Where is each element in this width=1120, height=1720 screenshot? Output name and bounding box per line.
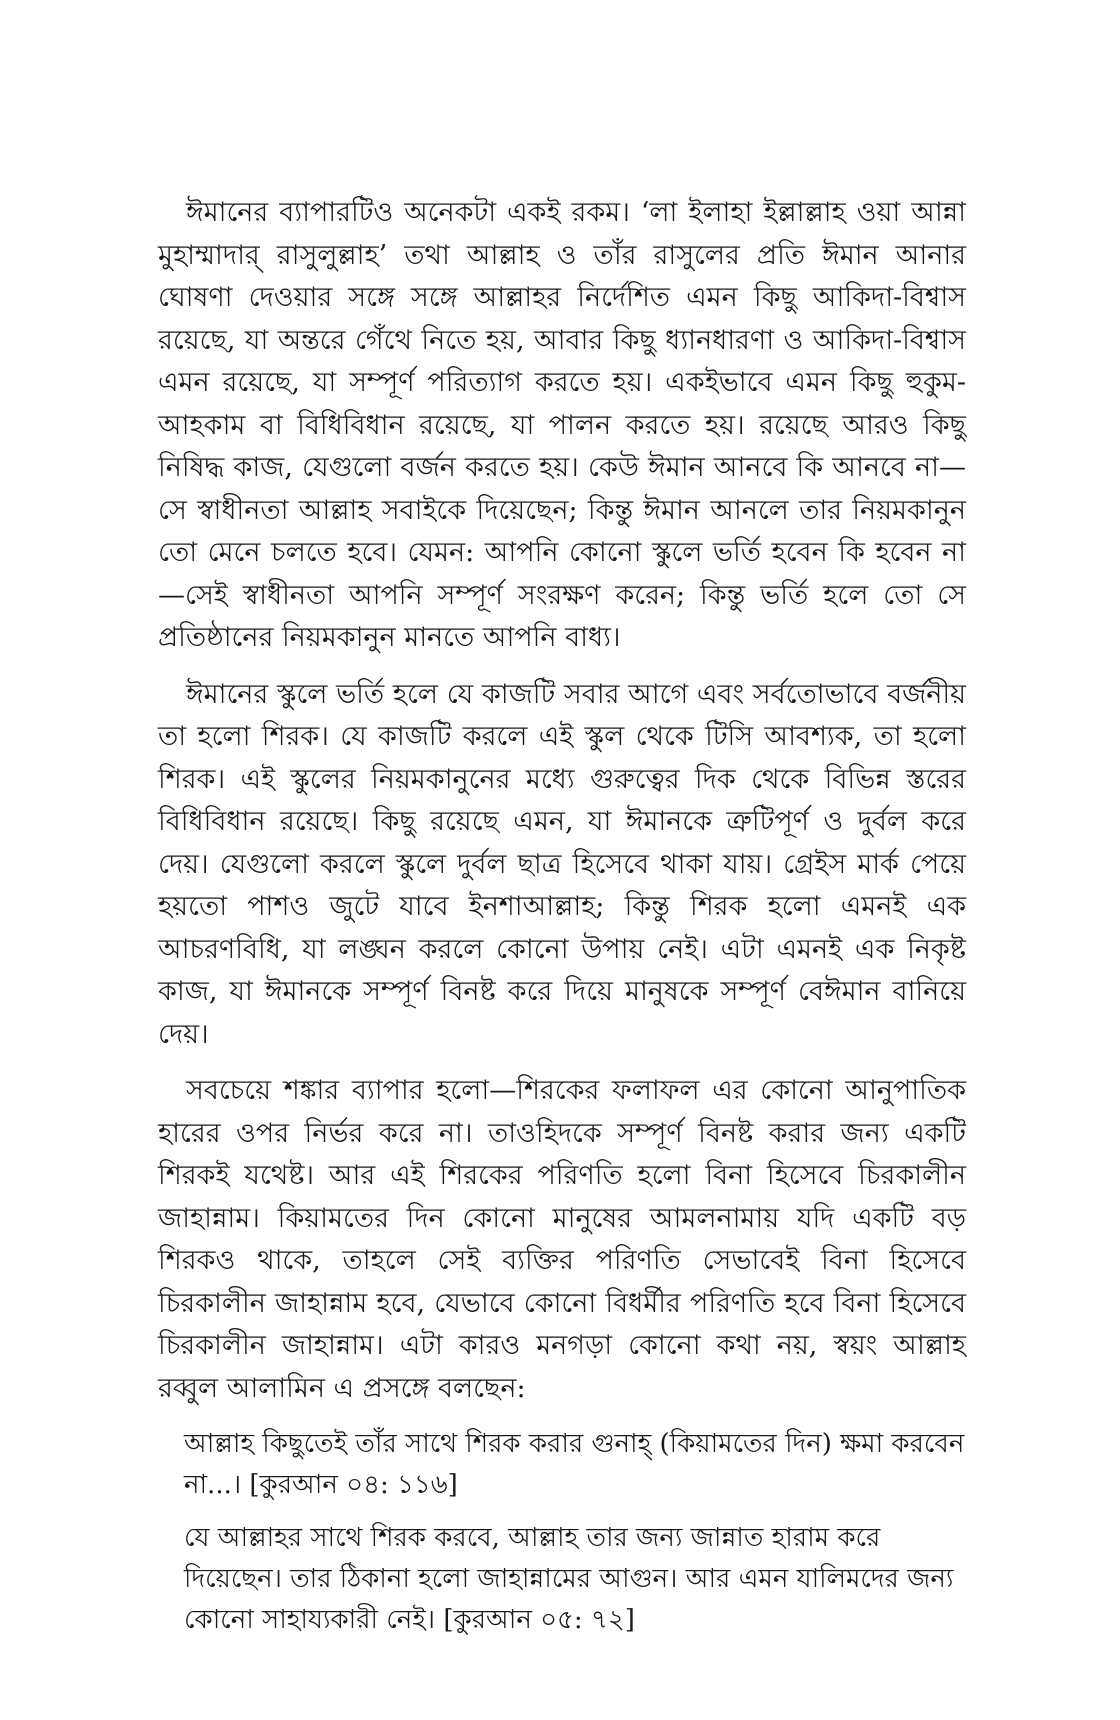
paragraph-2: ঈমানের স্কুলে ভর্তি হলে যে কাজটি সবার আগে এবং সর্বতোভাবে বর্জনীয় তা হলো শিরক। যে কাজটি করলে এই স্কুল থেকে টিসি আবশ্যক, তা হলো শিরক। এই স্কুলের নিয়মকানুনের মধ্যে গুরুত্বের দিক থেকে বিভিন্ন স্তরের বিধিবিধান রয়েছে। কিছু রয়েছে এমন, যা ঈমানকে ত্রুটিপূর্ণ ও দুর্বল করে দেয়। যেগুলো করলে স্কুলে দুর্বল ছাত্র হিসেবে থাকা যায়। গ্রেইস মার্ক পেয়ে হয়তো পাশও জুটে যাবে ইনশাআল্লাহ; কিন্তু শিরক হলো এমনই এক আচরণবিধি, যা লঙ্ঘন করলে কোনো উপায় নেই। এটা এমনই এক নিকৃষ্ট কাজ, যা ঈমানকে সম্পূর্ণ বিনষ্ট করে দিয়ে মানুষকে সম্পূর্ণ বেঈমান বানিয়ে দেয়।: [158, 678, 966, 1050]
paragraph-1: ঈমানের ব্যাপারটিও অনেকটা একই রকম। ‘লা ইলাহা ইল্লাল্লাহ ওয়া আন্না মুহাম্মাদার্ রাসুলুল্লাহ’ তথা আল্লাহ ও তাঁর রাসুলের প্রতি ঈমান আনার ঘোষণা দেওয়ার সঙ্গে সঙ্গে আল্লাহর নির্দেশিত এমন কিছু আকিদা-বিশ্বাস রয়েছে, যা অন্তরে গেঁথে নিতে হয়, আবার কিছু ধ্যানধারণা ও আকিদা-বিশ্বাস এমন রয়েছে, যা সম্পূর্ণ পরিত্যাগ করতে হয়। একইভাবে এমন কিছু হুকুম-আহকাম বা বিধিবিধান রয়েছে, যা পালন করতে হয়। রয়েছে আরও কিছু নিষিদ্ধ কাজ, যেগুলো বর্জন করতে হয়। কেউ ঈমান আনবে কি আনবে না—সে স্বাধীনতা আল্লাহ সবাইকে দিয়েছেন; কিন্তু ঈমান আনলে তার নিয়মকানুন তো মেনে চলতে হবে। যেমন: আপনি কোনো স্কুলে ভর্তি হবেন কি হবেন না—সেই স্বাধীনতা আপনি সম্পূর্ণ সংরক্ষণ করেন; কিন্তু ভর্তি হলে তো সে প্রতিষ্ঠানের নিয়মকানুন মানতে আপনি বাধ্য।: [158, 197, 966, 653]
quote-1: আল্লাহ কিছুতেই তাঁর সাথে শিরক করার গুনাহ্ (কিয়ামতের দিন) ক্ষমা করবেন না...। [কুরআন ০৪: ১১৬]: [184, 1429, 965, 1500]
page-body: [158, 192, 966, 1653]
quote-2: যে আল্লাহর সাথে শিরক করবে, আল্লাহ তার জন্য জান্নাত হারাম করে দিয়েছেন। তার ঠিকানা হলো জাহান্নামের আগুন। আর এমন যালিমদের জন্য কোনো সাহায্যকারী নেই। [কুরআন ০৫: ৭২]: [184, 1523, 954, 1635]
paragraph-3: সবচেয়ে শঙ্কার ব্যাপার হলো—শিরকের ফলাফল এর কোনো আনুপাতিক হারের ওপর নির্ভর করে না। তাওহিদকে সম্পূর্ণ বিনষ্ট করার জন্য একটি শিরকই যথেষ্ট। আর এই শিরকের পরিণতি হলো বিনা হিসেবে চিরকালীন জাহান্নাম। কিয়ামতের দিন কোনো মানুষের আমলনামায় যদি একটি বড় শিরকও থাকে, তাহলে সেই ব্যক্তির পরিণতি সেভাবেই বিনা হিসেবে চিরকালীন জাহান্নাম হবে, যেভাবে কোনো বিধর্মীর পরিণতি হবে বিনা হিসেবে চিরকালীন জাহান্নাম। এটা কারও মনগড়া কোনো কথা নয়, স্বয়ং আল্লাহ রব্বুল আলামিন এ প্রসঙ্গে বলছেন:: [158, 1075, 966, 1404]
